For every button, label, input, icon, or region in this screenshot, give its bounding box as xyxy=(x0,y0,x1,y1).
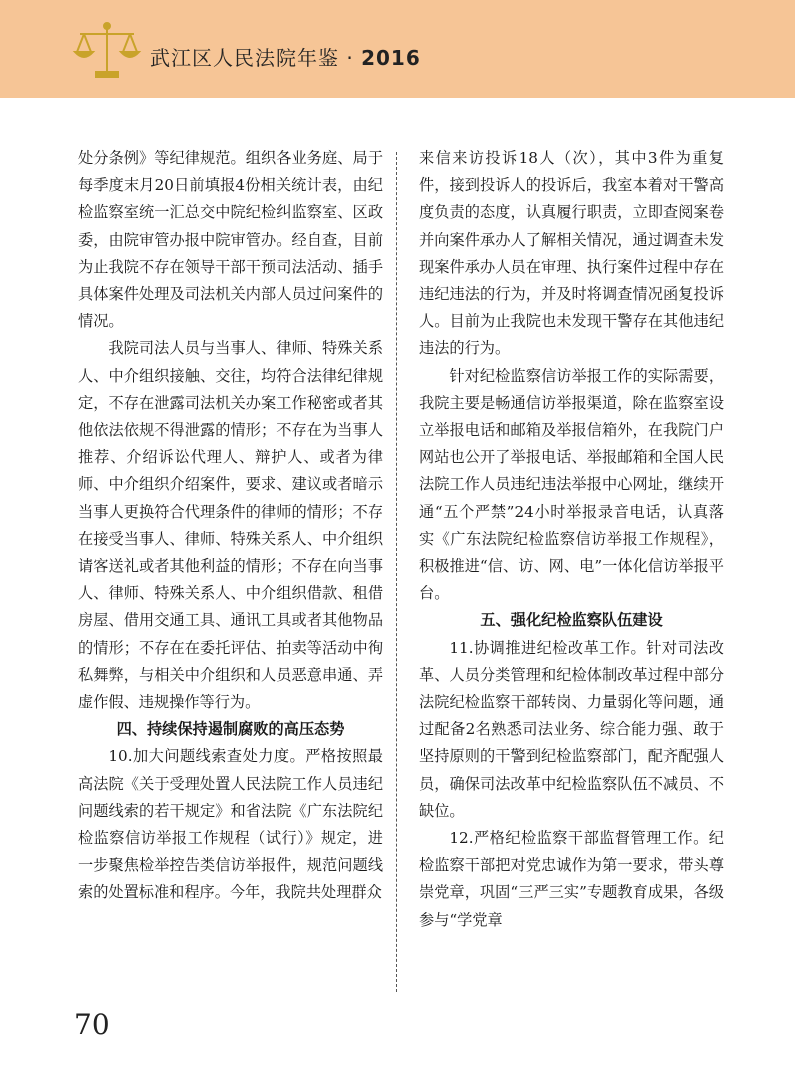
yearbook-title xyxy=(150,42,421,71)
left-paragraph-2: 我院司法人员与当事人、律师、特殊关系人、中介组织接触、交往，均符合法律纪律规定，不存在泄露司法机关办案工作秘密或者其他依法依规不得泄露的情形；不存在为当事人推荐、介绍诉讼代理人、辩护人、或者为律师、中介组织介绍案件，要求、建议或者暗示当事人更换符合代理条件的律师的情形；不存在接受当事人、律师、特殊关系人、中介组织请客送礼或者其他利益的情形；不存在向当事人、律师、特殊关系人、中介组织借款、租借房屋、借用交通工具、通讯工具或者其他物品的情形；不存在在委托评估、拍卖等活动中徇私舞弊，与相关中介组织和人员恶意串通、弄虚作假、违规操作等行为。 xyxy=(78,339,383,712)
left-paragraph-1: 处分条例》等纪律规范。组织各业务庭、局于每季度末月20日前填报4份相关统计表，由纪检监察室统一汇总交中院纪检纠监察室、区政委，由院审管办报中院审管办。经自查，目前为止我院不存在领导干部干预司法活动、插手具体案件处理及司法机关内部人员过问案件的情况。 xyxy=(78,149,383,331)
section-heading-4: 四、持续保持遏制腐败的高压态势 xyxy=(116,720,345,739)
section-heading-5: 五、强化纪检监察队伍建设 xyxy=(480,611,663,630)
right-column xyxy=(419,145,724,934)
left-column xyxy=(78,145,383,907)
right-paragraph-4: 12.严格纪检监察干部监督管理工作。纪检监察干部把对党忠诚作为第一要求，带头尊崇党章，巩固“三严三实”专题教育成果，各级参与“学党章 xyxy=(419,829,724,929)
right-paragraph-3: 11.协调推进纪检改革工作。针对司法改革、人员分类管理和纪检体制改革过程中部分法院纪检监察干部转岗、力量弱化等问题，通过配备2名熟悉司法业务、综合能力强、敢于坚持原则的干警到纪检监察部门，配齐配强人员，确保司法改革中纪检监察队伍不减员、不缺位。 xyxy=(419,638,724,820)
right-paragraph-1: 来信来访投诉18人（次），其中3件为重复件，接到投诉人的投诉后，我室本着对干警高度负责的态度，认真履行职责，立即查阅案卷并向案件承办人了解相关情况，通过调查未发现案件承办人员在审理、执行案件过程中存在违纪违法的行为，并及时将调查情况函复投诉人。目前为止我院也未发现干警存在其他违纪违法的行为。 xyxy=(419,149,724,358)
page-number: 70 xyxy=(74,1008,110,1041)
column-divider xyxy=(396,152,397,992)
header-band xyxy=(0,0,795,98)
scales-of-justice-icon xyxy=(72,20,142,82)
yearbook-name: 武江区人民法院年鉴 xyxy=(150,46,339,70)
right-paragraph-2: 针对纪检监察信访举报工作的实际需要，我院主要是畅通信访举报渠道，除在监察室设立举报电话和邮箱及举报信箱外，在我院门户网站也公开了举报电话、举报邮箱和全国人民法院工作人员违纪违法举报中心网址，继续开通“五个严禁”24小时举报录音电话，认真落实《广东法院纪检监察信访举报工作规程》，积极推进“信、访、网、电”一体化信访举报平台。 xyxy=(419,366,724,603)
left-paragraph-3: 10.加大问题线索查处力度。严格按照最高法院《关于受理处置人民法院工作人员违纪问题线索的若干规定》和省法院《广东法院纪检监察信访举报工作规程（试行）》规定，进一步聚焦检举控告类信访举报件，规范问题线索的处置标准和程序。今年，我院共处理群众 xyxy=(78,747,383,902)
title-separator: · xyxy=(346,46,354,70)
yearbook-year: 2016 xyxy=(361,46,421,70)
